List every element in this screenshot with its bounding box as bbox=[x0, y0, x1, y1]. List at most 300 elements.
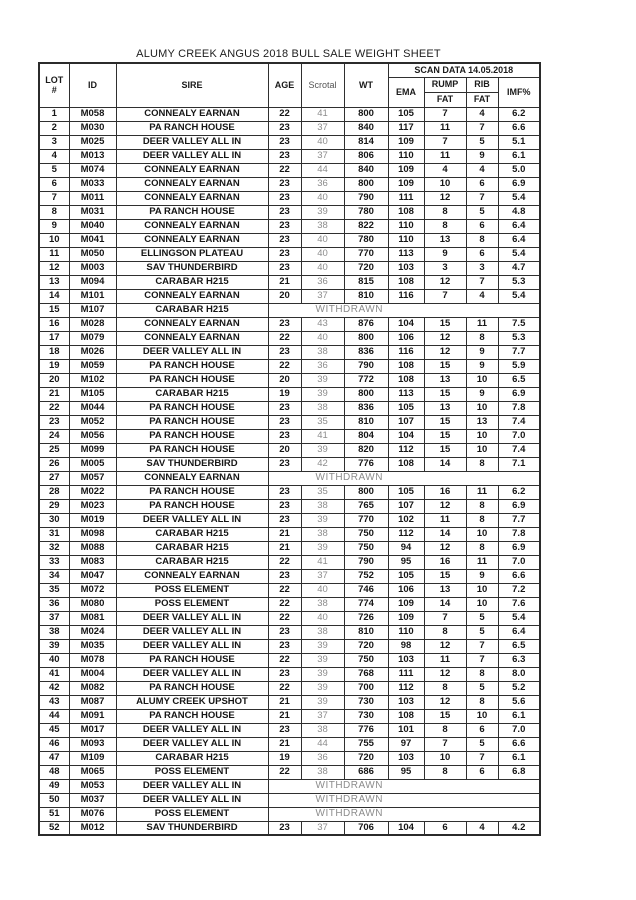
cell-lot: 32 bbox=[39, 541, 69, 555]
cell-sire: CONNEALY EARNAN bbox=[116, 219, 268, 233]
cell-rib-fat: 11 bbox=[466, 555, 498, 569]
cell-age: 22 bbox=[268, 611, 301, 625]
cell-scrotal: 36 bbox=[301, 177, 344, 191]
cell-rump-fat: 15 bbox=[424, 429, 466, 443]
cell-ema: 110 bbox=[388, 233, 424, 247]
cell-sire: ELLINGSON PLATEAU bbox=[116, 247, 268, 261]
cell-lot: 26 bbox=[39, 457, 69, 471]
cell-imf: 5.3 bbox=[498, 275, 540, 289]
cell-rib-fat: 11 bbox=[466, 485, 498, 499]
cell-scrotal: 40 bbox=[301, 191, 344, 205]
cell-ema: 108 bbox=[388, 275, 424, 289]
cell-lot: 20 bbox=[39, 373, 69, 387]
cell-rump-fat: 8 bbox=[424, 205, 466, 219]
cell-sire: PA RANCH HOUSE bbox=[116, 443, 268, 457]
cell-id: M056 bbox=[69, 429, 116, 443]
cell-rib-fat: 10 bbox=[466, 443, 498, 457]
cell-sire: PA RANCH HOUSE bbox=[116, 485, 268, 499]
cell-wt: 750 bbox=[344, 527, 388, 541]
table-row bbox=[39, 233, 540, 247]
cell-rump-fat: 7 bbox=[424, 289, 466, 303]
cell-rib-fat: 5 bbox=[466, 737, 498, 751]
cell-imf: 6.5 bbox=[498, 373, 540, 387]
cell-sire: POSS ELEMENT bbox=[116, 583, 268, 597]
cell-imf: 5.1 bbox=[498, 135, 540, 149]
cell-scrotal: 41 bbox=[301, 429, 344, 443]
cell-age: 23 bbox=[268, 233, 301, 247]
cell-ema: 101 bbox=[388, 723, 424, 737]
cell-lot: 10 bbox=[39, 233, 69, 247]
cell-sire: POSS ELEMENT bbox=[116, 597, 268, 611]
cell-rib-fat: 6 bbox=[466, 177, 498, 191]
cell-wt: 820 bbox=[344, 443, 388, 457]
cell-age: 23 bbox=[268, 191, 301, 205]
cell-id: M076 bbox=[69, 807, 116, 821]
header-scan-data: SCAN DATA 14.05.2018 bbox=[388, 63, 540, 77]
cell-scrotal: 37 bbox=[301, 149, 344, 163]
cell-rib-fat: 5 bbox=[466, 135, 498, 149]
cell-rump-fat: 12 bbox=[424, 639, 466, 653]
cell-rib-fat: 10 bbox=[466, 527, 498, 541]
cell-ema: 106 bbox=[388, 583, 424, 597]
cell-lot: 48 bbox=[39, 765, 69, 779]
cell-age: 19 bbox=[268, 387, 301, 401]
cell-wt: 770 bbox=[344, 513, 388, 527]
cell-age: 23 bbox=[268, 625, 301, 639]
table-row bbox=[39, 821, 540, 835]
cell-sire: CARABAR H215 bbox=[116, 275, 268, 289]
cell-ema: 112 bbox=[388, 443, 424, 457]
header-scrotal: Scrotal bbox=[301, 63, 344, 107]
cell-rump-fat: 8 bbox=[424, 765, 466, 779]
cell-imf: 6.1 bbox=[498, 709, 540, 723]
cell-rib-fat: 10 bbox=[466, 429, 498, 443]
table-row bbox=[39, 625, 540, 639]
table-row bbox=[39, 275, 540, 289]
cell-sire: DEER VALLEY ALL IN bbox=[116, 779, 268, 793]
cell-sire: CONNEALY EARNAN bbox=[116, 317, 268, 331]
cell-wt: 810 bbox=[344, 415, 388, 429]
cell-age: 21 bbox=[268, 695, 301, 709]
table-row bbox=[39, 569, 540, 583]
cell-imf: 6.2 bbox=[498, 485, 540, 499]
cell-ema: 109 bbox=[388, 163, 424, 177]
cell-lot: 6 bbox=[39, 177, 69, 191]
cell-lot: 15 bbox=[39, 303, 69, 317]
cell-scrotal: 40 bbox=[301, 331, 344, 345]
cell-sire: DEER VALLEY ALL IN bbox=[116, 135, 268, 149]
cell-id: M017 bbox=[69, 723, 116, 737]
cell-rib-fat: 9 bbox=[466, 387, 498, 401]
cell-rump-fat: 6 bbox=[424, 821, 466, 835]
table-row bbox=[39, 359, 540, 373]
cell-age: 23 bbox=[268, 317, 301, 331]
cell-age: 23 bbox=[268, 401, 301, 415]
cell-wt: 836 bbox=[344, 345, 388, 359]
cell-ema: 109 bbox=[388, 177, 424, 191]
cell-sire: CONNEALY EARNAN bbox=[116, 191, 268, 205]
header-id: ID bbox=[69, 63, 116, 107]
cell-age: 22 bbox=[268, 765, 301, 779]
cell-rib-fat: 10 bbox=[466, 583, 498, 597]
cell-lot: 27 bbox=[39, 471, 69, 485]
table-row bbox=[39, 121, 540, 135]
cell-ema: 95 bbox=[388, 555, 424, 569]
cell-lot: 40 bbox=[39, 653, 69, 667]
cell-sire: PA RANCH HOUSE bbox=[116, 401, 268, 415]
cell-lot: 31 bbox=[39, 527, 69, 541]
table-row bbox=[39, 177, 540, 191]
cell-lot: 3 bbox=[39, 135, 69, 149]
cell-age: 21 bbox=[268, 527, 301, 541]
table-body bbox=[39, 107, 540, 835]
cell-age: 23 bbox=[268, 499, 301, 513]
cell-scrotal: 39 bbox=[301, 387, 344, 401]
cell-rump-fat: 13 bbox=[424, 583, 466, 597]
cell-id: M102 bbox=[69, 373, 116, 387]
cell-age: 22 bbox=[268, 681, 301, 695]
cell-lot: 45 bbox=[39, 723, 69, 737]
cell-id: M040 bbox=[69, 219, 116, 233]
cell-lot: 14 bbox=[39, 289, 69, 303]
cell-lot: 22 bbox=[39, 401, 69, 415]
table-row-withdrawn bbox=[39, 793, 540, 807]
cell-scrotal: 36 bbox=[301, 751, 344, 765]
cell-ema: 109 bbox=[388, 135, 424, 149]
cell-wt: 730 bbox=[344, 695, 388, 709]
cell-rump-fat: 15 bbox=[424, 415, 466, 429]
cell-id: M022 bbox=[69, 485, 116, 499]
cell-sire: POSS ELEMENT bbox=[116, 765, 268, 779]
cell-imf: 5.0 bbox=[498, 163, 540, 177]
cell-scrotal: 39 bbox=[301, 205, 344, 219]
cell-age: 23 bbox=[268, 149, 301, 163]
cell-rump-fat: 15 bbox=[424, 443, 466, 457]
cell-sire: PA RANCH HOUSE bbox=[116, 709, 268, 723]
table-row bbox=[39, 513, 540, 527]
cell-rib-fat: 5 bbox=[466, 205, 498, 219]
header-rib-fat: FAT bbox=[466, 92, 498, 107]
cell-imf: 4.2 bbox=[498, 821, 540, 835]
cell-rump-fat: 7 bbox=[424, 737, 466, 751]
header-rib: RIB bbox=[466, 77, 498, 92]
cell-ema: 111 bbox=[388, 191, 424, 205]
header-imf: IMF% bbox=[498, 77, 540, 107]
cell-age: 21 bbox=[268, 275, 301, 289]
cell-ema: 108 bbox=[388, 457, 424, 471]
cell-wt: 840 bbox=[344, 121, 388, 135]
header-age: AGE bbox=[268, 63, 301, 107]
cell-id: M059 bbox=[69, 359, 116, 373]
cell-rump-fat: 11 bbox=[424, 149, 466, 163]
table-row bbox=[39, 709, 540, 723]
cell-ema: 102 bbox=[388, 513, 424, 527]
cell-ema: 108 bbox=[388, 359, 424, 373]
table-row bbox=[39, 373, 540, 387]
cell-sire: DEER VALLEY ALL IN bbox=[116, 667, 268, 681]
cell-wt: 840 bbox=[344, 163, 388, 177]
cell-age: 23 bbox=[268, 513, 301, 527]
cell-scrotal: 43 bbox=[301, 317, 344, 331]
cell-wt: 750 bbox=[344, 541, 388, 555]
cell-withdrawn: WITHDRAWN bbox=[268, 303, 540, 317]
cell-imf: 6.4 bbox=[498, 625, 540, 639]
cell-scrotal: 40 bbox=[301, 135, 344, 149]
cell-lot: 51 bbox=[39, 807, 69, 821]
cell-id: M074 bbox=[69, 163, 116, 177]
cell-scrotal: 38 bbox=[301, 597, 344, 611]
cell-ema: 106 bbox=[388, 331, 424, 345]
cell-imf: 5.6 bbox=[498, 695, 540, 709]
table-row bbox=[39, 191, 540, 205]
cell-lot: 29 bbox=[39, 499, 69, 513]
cell-scrotal: 39 bbox=[301, 681, 344, 695]
cell-lot: 2 bbox=[39, 121, 69, 135]
cell-lot: 52 bbox=[39, 821, 69, 835]
cell-rump-fat: 10 bbox=[424, 177, 466, 191]
cell-rump-fat: 12 bbox=[424, 345, 466, 359]
cell-sire: DEER VALLEY ALL IN bbox=[116, 513, 268, 527]
cell-imf: 7.0 bbox=[498, 429, 540, 443]
cell-sire: DEER VALLEY ALL IN bbox=[116, 345, 268, 359]
cell-id: M030 bbox=[69, 121, 116, 135]
table-row bbox=[39, 597, 540, 611]
cell-wt: 814 bbox=[344, 135, 388, 149]
cell-ema: 112 bbox=[388, 681, 424, 695]
cell-wt: 720 bbox=[344, 639, 388, 653]
cell-ema: 94 bbox=[388, 541, 424, 555]
cell-rib-fat: 11 bbox=[466, 317, 498, 331]
cell-lot: 11 bbox=[39, 247, 69, 261]
table-row bbox=[39, 261, 540, 275]
cell-rib-fat: 7 bbox=[466, 121, 498, 135]
cell-imf: 5.9 bbox=[498, 359, 540, 373]
cell-age: 20 bbox=[268, 443, 301, 457]
cell-scrotal: 38 bbox=[301, 499, 344, 513]
cell-wt: 804 bbox=[344, 429, 388, 443]
cell-rump-fat: 7 bbox=[424, 611, 466, 625]
cell-scrotal: 37 bbox=[301, 121, 344, 135]
cell-rib-fat: 7 bbox=[466, 275, 498, 289]
cell-id: M003 bbox=[69, 261, 116, 275]
cell-sire: CONNEALY EARNAN bbox=[116, 471, 268, 485]
cell-lot: 34 bbox=[39, 569, 69, 583]
cell-rib-fat: 7 bbox=[466, 639, 498, 653]
cell-sire: CONNEALY EARNAN bbox=[116, 289, 268, 303]
header-lot bbox=[39, 63, 69, 107]
cell-ema: 103 bbox=[388, 751, 424, 765]
cell-sire: PA RANCH HOUSE bbox=[116, 373, 268, 387]
cell-id: M047 bbox=[69, 569, 116, 583]
cell-id: M037 bbox=[69, 793, 116, 807]
cell-wt: 836 bbox=[344, 401, 388, 415]
cell-lot: 17 bbox=[39, 331, 69, 345]
cell-imf: 7.6 bbox=[498, 597, 540, 611]
cell-withdrawn: WITHDRAWN bbox=[268, 779, 540, 793]
table-row bbox=[39, 751, 540, 765]
cell-age: 22 bbox=[268, 359, 301, 373]
cell-sire: CONNEALY EARNAN bbox=[116, 107, 268, 121]
table-row bbox=[39, 429, 540, 443]
cell-wt: 720 bbox=[344, 751, 388, 765]
cell-wt: 800 bbox=[344, 177, 388, 191]
cell-wt: 752 bbox=[344, 569, 388, 583]
cell-id: M072 bbox=[69, 583, 116, 597]
cell-imf: 7.1 bbox=[498, 457, 540, 471]
cell-lot: 12 bbox=[39, 261, 69, 275]
cell-imf: 7.5 bbox=[498, 317, 540, 331]
cell-ema: 104 bbox=[388, 429, 424, 443]
cell-ema: 108 bbox=[388, 205, 424, 219]
cell-wt: 780 bbox=[344, 205, 388, 219]
cell-lot: 5 bbox=[39, 163, 69, 177]
cell-ema: 97 bbox=[388, 737, 424, 751]
cell-lot: 38 bbox=[39, 625, 69, 639]
table-row bbox=[39, 499, 540, 513]
cell-id: M078 bbox=[69, 653, 116, 667]
cell-id: M052 bbox=[69, 415, 116, 429]
cell-scrotal: 36 bbox=[301, 359, 344, 373]
cell-id: M033 bbox=[69, 177, 116, 191]
cell-lot: 30 bbox=[39, 513, 69, 527]
cell-id: M044 bbox=[69, 401, 116, 415]
cell-rump-fat: 7 bbox=[424, 135, 466, 149]
cell-scrotal: 40 bbox=[301, 261, 344, 275]
cell-wt: 810 bbox=[344, 625, 388, 639]
cell-scrotal: 42 bbox=[301, 457, 344, 471]
cell-age: 23 bbox=[268, 569, 301, 583]
cell-ema: 95 bbox=[388, 765, 424, 779]
cell-imf: 5.4 bbox=[498, 247, 540, 261]
cell-sire: DEER VALLEY ALL IN bbox=[116, 737, 268, 751]
cell-id: M058 bbox=[69, 107, 116, 121]
cell-ema: 105 bbox=[388, 107, 424, 121]
cell-scrotal: 38 bbox=[301, 219, 344, 233]
cell-lot: 46 bbox=[39, 737, 69, 751]
cell-imf: 6.4 bbox=[498, 219, 540, 233]
cell-rib-fat: 8 bbox=[466, 331, 498, 345]
table-row bbox=[39, 555, 540, 569]
cell-wt: 810 bbox=[344, 289, 388, 303]
cell-age: 23 bbox=[268, 723, 301, 737]
table-row bbox=[39, 737, 540, 751]
cell-rump-fat: 8 bbox=[424, 625, 466, 639]
cell-id: M028 bbox=[69, 317, 116, 331]
cell-wt: 755 bbox=[344, 737, 388, 751]
header-sire: SIRE bbox=[116, 63, 268, 107]
cell-age: 23 bbox=[268, 121, 301, 135]
cell-rump-fat: 10 bbox=[424, 751, 466, 765]
cell-rib-fat: 10 bbox=[466, 401, 498, 415]
cell-lot: 16 bbox=[39, 317, 69, 331]
cell-rib-fat: 4 bbox=[466, 107, 498, 121]
cell-imf: 6.9 bbox=[498, 387, 540, 401]
cell-lot: 49 bbox=[39, 779, 69, 793]
cell-age: 22 bbox=[268, 583, 301, 597]
cell-id: M057 bbox=[69, 471, 116, 485]
cell-wt: 770 bbox=[344, 247, 388, 261]
cell-wt: 686 bbox=[344, 765, 388, 779]
cell-lot: 47 bbox=[39, 751, 69, 765]
cell-scrotal: 39 bbox=[301, 513, 344, 527]
cell-sire: DEER VALLEY ALL IN bbox=[116, 639, 268, 653]
cell-wt: 765 bbox=[344, 499, 388, 513]
cell-wt: 720 bbox=[344, 261, 388, 275]
cell-age: 23 bbox=[268, 219, 301, 233]
cell-rib-fat: 5 bbox=[466, 625, 498, 639]
cell-imf: 7.4 bbox=[498, 415, 540, 429]
cell-rib-fat: 7 bbox=[466, 191, 498, 205]
cell-rump-fat: 15 bbox=[424, 317, 466, 331]
cell-sire: CARABAR H215 bbox=[116, 527, 268, 541]
cell-withdrawn: WITHDRAWN bbox=[268, 807, 540, 821]
cell-imf: 7.7 bbox=[498, 345, 540, 359]
cell-ema: 105 bbox=[388, 401, 424, 415]
cell-id: M035 bbox=[69, 639, 116, 653]
cell-sire: PA RANCH HOUSE bbox=[116, 681, 268, 695]
cell-ema: 112 bbox=[388, 527, 424, 541]
cell-lot: 36 bbox=[39, 597, 69, 611]
cell-wt: 800 bbox=[344, 107, 388, 121]
header-lot-line1: LOT bbox=[45, 74, 64, 85]
cell-lot: 44 bbox=[39, 709, 69, 723]
table-row bbox=[39, 527, 540, 541]
cell-wt: 750 bbox=[344, 653, 388, 667]
cell-withdrawn: WITHDRAWN bbox=[268, 793, 540, 807]
cell-scrotal: 40 bbox=[301, 583, 344, 597]
cell-rib-fat: 10 bbox=[466, 597, 498, 611]
cell-rib-fat: 8 bbox=[466, 695, 498, 709]
cell-age: 22 bbox=[268, 163, 301, 177]
cell-sire: PA RANCH HOUSE bbox=[116, 359, 268, 373]
cell-id: M041 bbox=[69, 233, 116, 247]
cell-imf: 6.9 bbox=[498, 541, 540, 555]
cell-wt: 790 bbox=[344, 359, 388, 373]
table-row bbox=[39, 681, 540, 695]
cell-id: M087 bbox=[69, 695, 116, 709]
cell-imf: 6.9 bbox=[498, 177, 540, 191]
header-lot-line2: # bbox=[51, 85, 57, 96]
cell-scrotal: 39 bbox=[301, 695, 344, 709]
cell-rump-fat: 15 bbox=[424, 709, 466, 723]
cell-rump-fat: 16 bbox=[424, 555, 466, 569]
table-row bbox=[39, 667, 540, 681]
cell-imf: 6.6 bbox=[498, 121, 540, 135]
cell-rib-fat: 8 bbox=[466, 457, 498, 471]
table-row bbox=[39, 317, 540, 331]
cell-sire: PA RANCH HOUSE bbox=[116, 653, 268, 667]
cell-lot: 33 bbox=[39, 555, 69, 569]
cell-id: M094 bbox=[69, 275, 116, 289]
cell-scrotal: 39 bbox=[301, 373, 344, 387]
cell-wt: 730 bbox=[344, 709, 388, 723]
cell-imf: 6.3 bbox=[498, 653, 540, 667]
cell-ema: 110 bbox=[388, 149, 424, 163]
cell-wt: 822 bbox=[344, 219, 388, 233]
cell-lot: 50 bbox=[39, 793, 69, 807]
cell-imf: 7.8 bbox=[498, 527, 540, 541]
cell-scrotal: 38 bbox=[301, 345, 344, 359]
cell-age: 22 bbox=[268, 331, 301, 345]
cell-sire: ALUMY CREEK UPSHOT bbox=[116, 695, 268, 709]
cell-sire: PA RANCH HOUSE bbox=[116, 205, 268, 219]
cell-scrotal: 38 bbox=[301, 765, 344, 779]
cell-lot: 7 bbox=[39, 191, 69, 205]
cell-sire: SAV THUNDERBIRD bbox=[116, 261, 268, 275]
cell-rib-fat: 9 bbox=[466, 149, 498, 163]
table-row bbox=[39, 485, 540, 499]
cell-imf: 7.7 bbox=[498, 513, 540, 527]
